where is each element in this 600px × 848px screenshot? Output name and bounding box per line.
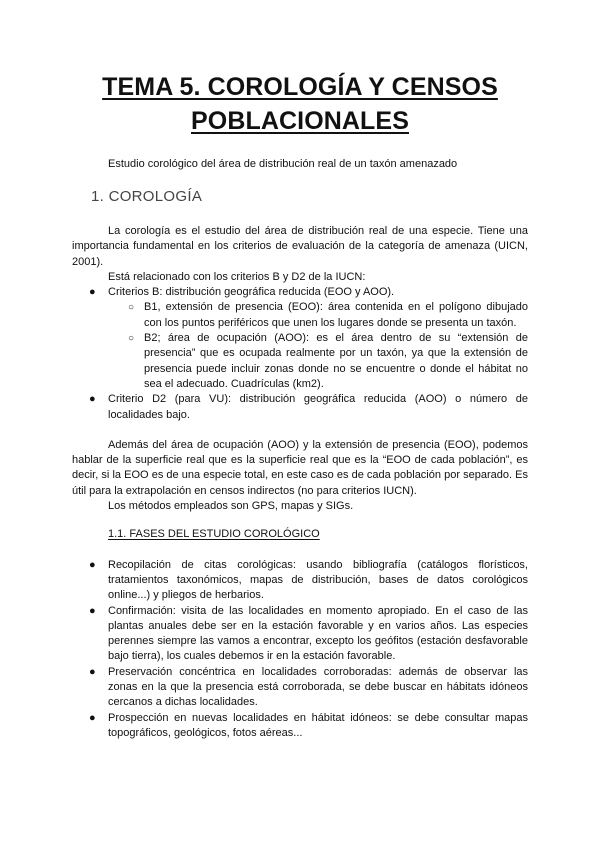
bullet-icon: ●	[89, 665, 96, 678]
list-item-text: Criterio D2 (para VU): distribución geográfica reducida (AOO) o número de localidades bajo.	[108, 393, 528, 421]
spacer	[72, 423, 528, 438]
document-title: TEMA 5. COROLOGÍA Y CENSOS POBLACIONALES	[102, 73, 498, 135]
phases-list	[72, 558, 528, 742]
paragraph-metodos: Los métodos empleados son GPS, mapas y SIGs.	[108, 500, 354, 513]
document-body	[72, 224, 528, 741]
list-item-phase-confirmacion	[72, 604, 528, 665]
list-item-phase-preservacion	[72, 665, 528, 711]
bullet-icon: ●	[89, 393, 96, 406]
bullet-icon: ●	[89, 711, 96, 724]
list-item-text: Recopilación de citas corológicas: usando bibliografía (catálogos florísticos, tratamientos taxonómicos, mapas de distribución, bases de datos corológicos online...) y pliegos de herbarios.	[108, 558, 528, 602]
sublist-item-b2	[108, 331, 528, 392]
list-item-phase-prospeccion	[72, 711, 528, 742]
paragraph-superficie-real: Además del área de ocupación (AOO) y la extensión de presencia (EOO), podemos hablar de la superficie real que es la superficie real que es la “EOO de cada población”, es decir, si la EOO es de una especie total, en este caso es de cada población por separado. Es útil para la extrapolación en censos indirectos (no para criterios IUCN).	[72, 438, 528, 497]
list-item-criterios-b	[72, 285, 528, 392]
section-heading-corologia: 1. COROLOGÍA	[91, 188, 203, 205]
criteria-list	[72, 285, 528, 423]
list-item-text: Prospección en nuevas localidades en hábitat idóneos: se debe consultar mapas topográficos, geológicos, fotos aéreas...	[108, 711, 528, 739]
document-subtitle: Estudio corológico del área de distribución real de un taxón amenazado	[108, 158, 458, 170]
hollow-bullet-icon: ○	[128, 302, 135, 314]
list-item-phase-recopilacion	[72, 558, 528, 604]
list-item-text: Preservación concéntrica en localidades corroboradas: además de observar las zonas en la que la presencia está corroborada, se debe buscar en hábitats idóneos cercanos a dichas localidades.	[108, 665, 528, 709]
subsection-heading-fases: 1.1. FASES DEL ESTUDIO COROLÓGICO	[108, 528, 320, 541]
list-item-text: Criterios B: distribución geográfica reducida (EOO y AOO).	[108, 286, 395, 299]
sublist-item-b1	[108, 300, 528, 331]
paragraph-criterios-intro: Está relacionado con los criterios B y D2 de la IUCN:	[108, 270, 366, 283]
spacer	[72, 514, 528, 527]
bullet-icon: ●	[89, 558, 96, 571]
spacer	[72, 543, 528, 558]
hollow-bullet-icon: ○	[128, 333, 135, 345]
sublist-item-text: B2; área de ocupación (AOO): es el área dentro de su “extensión de presencia” que es ocupada realmente por un taxón, ya que la extensión de presencia puede incluir zonas donde no se encuentre o donde el hábitat no sea el adecuado. Cuadrículas (km2).	[144, 332, 528, 390]
list-item-criterio-d2	[72, 392, 528, 423]
bullet-icon: ●	[89, 286, 96, 299]
criteria-b-sublist	[108, 300, 528, 392]
paragraph-corologia-definition: La corología es el estudio del área de distribución real de una especie. Tiene una importancia fundamental en los criterios de evaluación de la categoría de amenaza (UICN, 2001).	[72, 225, 528, 268]
list-item-text: Confirmación: visita de las localidades en momento apropiado. En el caso de las plantas anuales debe ser en la estación favorable y en varios años. Las especies perennes siempre las vamos a encontrar, excepto los geófitos (estación desfavorable bajo tierra), los cuales debemos ir en la estación favorable.	[108, 604, 528, 663]
bullet-icon: ●	[89, 604, 96, 617]
sublist-item-text: B1, extensión de presencia (EOO): área contenida en el polígono dibujado con los puntos periféricos que unen los lugares donde se presenta un taxón.	[144, 301, 528, 329]
